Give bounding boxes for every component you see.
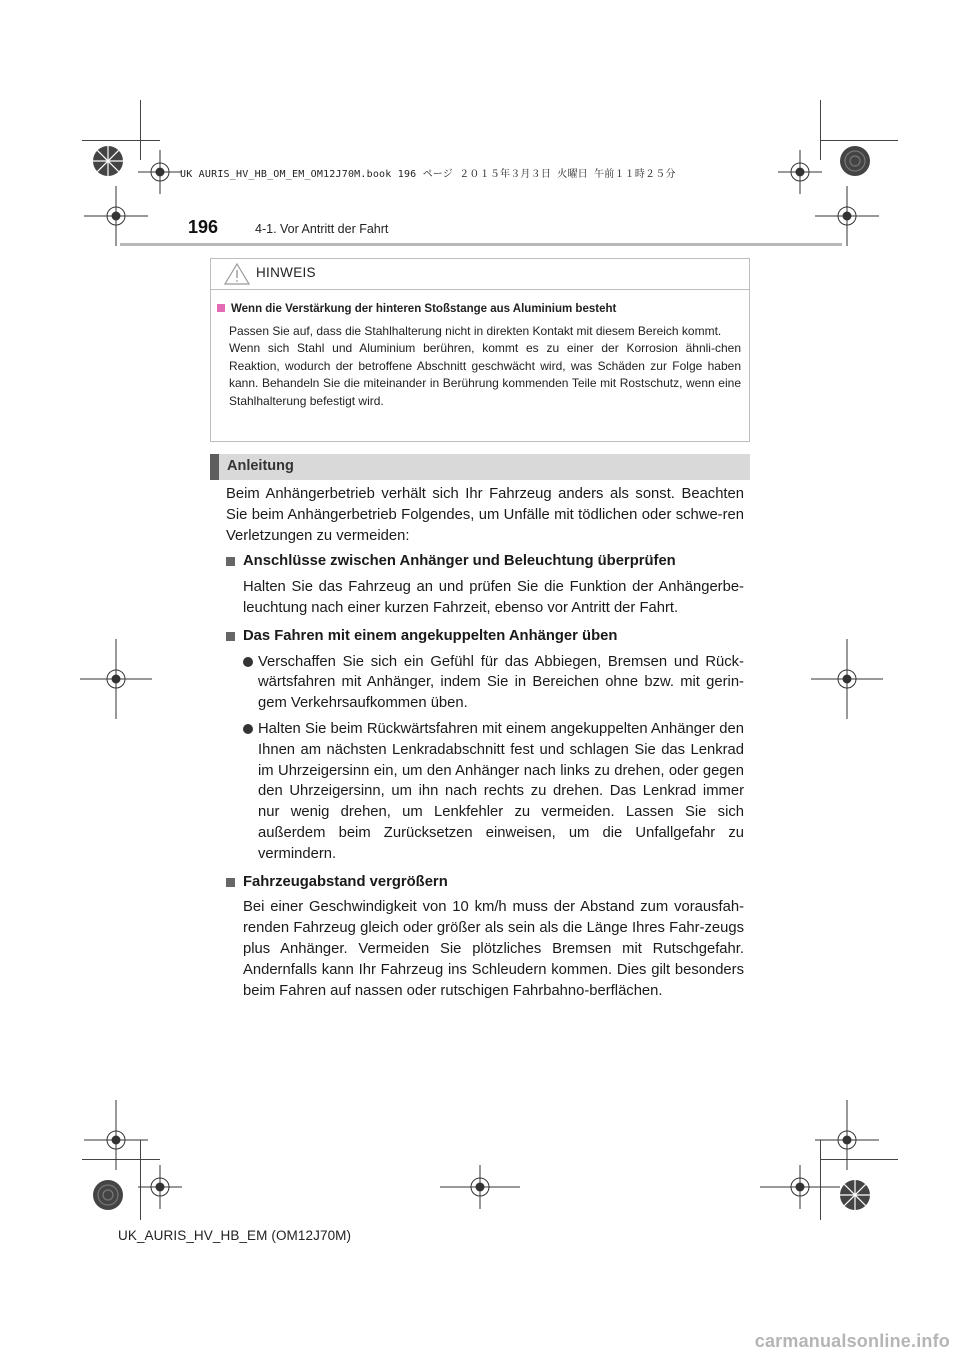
guide-label: Anleitung [227, 458, 294, 474]
notice-paragraph-2: Wenn sich Stahl und Aluminium berühren, kommt es zu einer der Korrosion ähnli-chen Reaktion, wodurch der betroffene Abschnitt geschwächt wird, was Schäden zur Folge haben kann. Behandeln Sie die miteinander in Berührung kommenden Teile mit Rostschutz, wenn eine Stahlhalterung befestigt wird. [229, 341, 741, 408]
notice-box [210, 258, 750, 442]
guide-bar-marker [210, 454, 219, 480]
section-text-distance: Bei einer Geschwindigkeit von 10 km/h muss der Abstand zum vorausfah-renden Fahrzeug gleich oder größer als sein als die Länge Ihres Fahr-zeugs plus Anhänger. Vermeiden Sie plötzliches Bremsen mit Rutschgefahr. Andernfalls kann Ihr Fahrzeug ins Schleudern kommen. Dies gilt besonders beim Fahren auf nassen oder rutschigen Fahrbahno-berflächen. [243, 899, 744, 999]
square-bullet-icon [226, 557, 235, 566]
section-heading-lighting: Anschlüsse zwischen Anhänger und Beleuchtung überprüfen [226, 551, 744, 572]
round-bullet-icon [243, 657, 253, 667]
square-bullet-icon [226, 878, 235, 887]
warning-triangle-icon [224, 263, 250, 285]
section-text-lighting: Halten Sie das Fahrzeug an und prüfen Sie die Funktion der Anhängerbe-leuchtung nach einer kurzen Fahrzeit, ebenso vor Antritt der Fahrt. [243, 579, 744, 616]
section-heading-practice: Das Fahren mit einem angekuppelten Anhänger üben [226, 626, 744, 647]
square-bullet-icon [226, 632, 235, 641]
guide-section-bar [210, 454, 750, 480]
section-heading-distance: Fahrzeugabstand vergrößern [226, 872, 744, 893]
guide-body [226, 484, 744, 1001]
page-number: 196 [188, 217, 219, 237]
bullet-practice-1: Verschaffen Sie sich ein Gefühl für das Abbiegen, Bremsen und Rück-wärtsfahren mit Anhänger, indem Sie in Bereichen ohne bzw. mit gerin-gem Verkehrsaufkommen üben. [226, 652, 744, 714]
notice-title: HINWEIS [256, 265, 316, 280]
pink-square-icon [217, 304, 225, 312]
notice-subheading: Wenn die Verstärkung der hinteren Stoßstange aus Aluminium besteht [217, 303, 616, 315]
notice-text [229, 323, 741, 410]
notice-paragraph-1: Passen Sie auf, dass die Stahlhalterung nicht in direkten Kontakt mit diesem Bereich kommt. [229, 324, 722, 338]
watermark: carmanualsonline.info [754, 1331, 950, 1351]
round-bullet-icon [243, 724, 253, 734]
bullet-practice-2: Halten Sie beim Rückwärtsfahren mit einem angekuppelten Anhänger den Ihnen am nächsten Lenkradabschnitt fest und schlagen Sie das Lenkrad im Uhrzeigersinn ein, um den Anhänger nach links zu drehen, oder gegen den Uhrzeigersinn, um ihn nach rechts zu drehen. Das Lenkrad immer nur wenig drehen, um Lenkfehler zu vermeiden. Lassen Sie sich außerdem beim Zurücksetzen einweisen, um die Unfallgefahr zu vermindern. [226, 719, 744, 865]
notice-header [211, 259, 749, 290]
guide-intro: Beim Anhängerbetrieb verhält sich Ihr Fahrzeug anders als sonst. Beachten Sie beim Anhängerbetrieb Folgendes, um Unfälle mit tödlichen oder schwe-ren Verletzungen zu vermeiden: [226, 486, 744, 544]
header-rule [120, 243, 842, 246]
footer-code: UK_AURIS_HV_HB_EM (OM12J70M) [118, 1228, 352, 1243]
section-title: 4-1. Vor Antritt der Fahrt [255, 222, 389, 236]
print-info: UK AURIS_HV_HB_OM_EM_OM12J70M.book 196 ページ ２０１５年３月３日 火曜日 午前１１時２５分 [180, 169, 676, 180]
